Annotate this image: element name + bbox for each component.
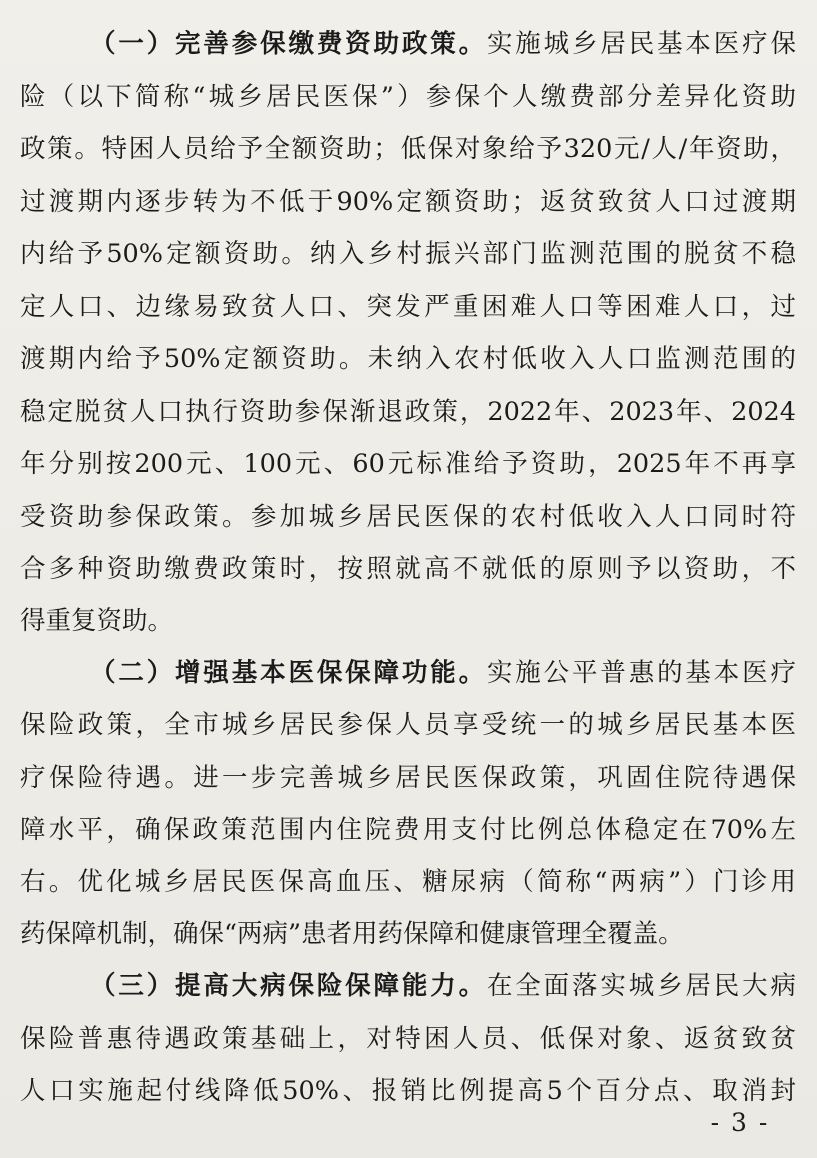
paragraph-2-line-4: 障水平，确保政策范围内住院费用支付比例总体稳定在70%左 bbox=[20, 815, 796, 845]
paragraph-2-line-5: 右。优化城乡居民医保高血压、糖尿病（简称“两病”）门诊用 bbox=[20, 867, 796, 897]
paragraph-text: 实施城乡居民基本医疗保 bbox=[486, 29, 796, 59]
paragraph-2-line-3: 疗保险待遇。进一步完善城乡居民医保政策，巩固住院待遇保 bbox=[20, 763, 796, 793]
paragraph-1-line-4: 过渡期内逐步转为不低于90%定额资助；返贫致贫人口过渡期 bbox=[20, 187, 796, 217]
paragraph-3-line-1 bbox=[90, 966, 796, 1006]
paragraph-3-line-2: 保险普惠待遇政策基础上，对特困人员、低保对象、返贫致贫 bbox=[20, 1024, 796, 1054]
paragraph-1-line-7: 渡期内给予50%定额资助。未纳入农村低收入人口监测范围的 bbox=[20, 344, 796, 374]
page-number: - 3 - bbox=[710, 1108, 770, 1137]
paragraph-1-line-1 bbox=[90, 24, 796, 64]
paragraph-text: 在全面落实城乡居民大病 bbox=[486, 971, 796, 1001]
paragraph-1-line-11: 合多种资助缴费政策时，按照就高不就低的原则予以资助，不 bbox=[20, 554, 796, 584]
paragraph-1-line-8: 稳定脱贫人口执行资助参保渐退政策，2022年、2023年、2024 bbox=[20, 397, 796, 427]
paragraph-3-line-3: 人口实施起付线降低50%、报销比例提高5个百分点、取消封 bbox=[20, 1076, 796, 1106]
section-3-heading: （三）提高大病保险保障能力。 bbox=[90, 971, 487, 1001]
paragraph-1-line-3: 政策。特困人员给予全额资助；低保对象给予320元/人/年资助， bbox=[20, 134, 796, 164]
paragraph-2-line-1 bbox=[90, 653, 796, 693]
paragraph-1-line-12: 得重复资助。 bbox=[20, 606, 174, 636]
paragraph-1-line-10: 受资助参保政策。参加城乡居民医保的农村低收入人口同时符 bbox=[20, 502, 796, 532]
paragraph-2-line-6: 药保障机制，确保“两病”患者用药保障和健康管理全覆盖。 bbox=[20, 919, 684, 949]
paragraph-1-line-9: 年分别按200元、100元、60元标准给予资助，2025年不再享 bbox=[20, 449, 796, 479]
paragraph-2-line-2: 保险政策，全市城乡居民参保人员享受统一的城乡居民基本医 bbox=[20, 710, 796, 740]
paragraph-text: 实施公平普惠的基本医疗 bbox=[486, 658, 796, 688]
paragraph-1-line-5: 内给予50%定额资助。纳入乡村振兴部门监测范围的脱贫不稳 bbox=[20, 239, 796, 269]
paragraph-1-line-6: 定人口、边缘易致贫人口、突发严重困难人口等困难人口，过 bbox=[20, 292, 796, 322]
section-2-heading: （二）增强基本医保保障功能。 bbox=[90, 658, 487, 688]
section-1-heading: （一）完善参保缴费资助政策。 bbox=[90, 29, 487, 59]
paragraph-1-line-2: 险（以下简称“城乡居民医保”）参保个人缴费部分差异化资助 bbox=[20, 82, 796, 112]
